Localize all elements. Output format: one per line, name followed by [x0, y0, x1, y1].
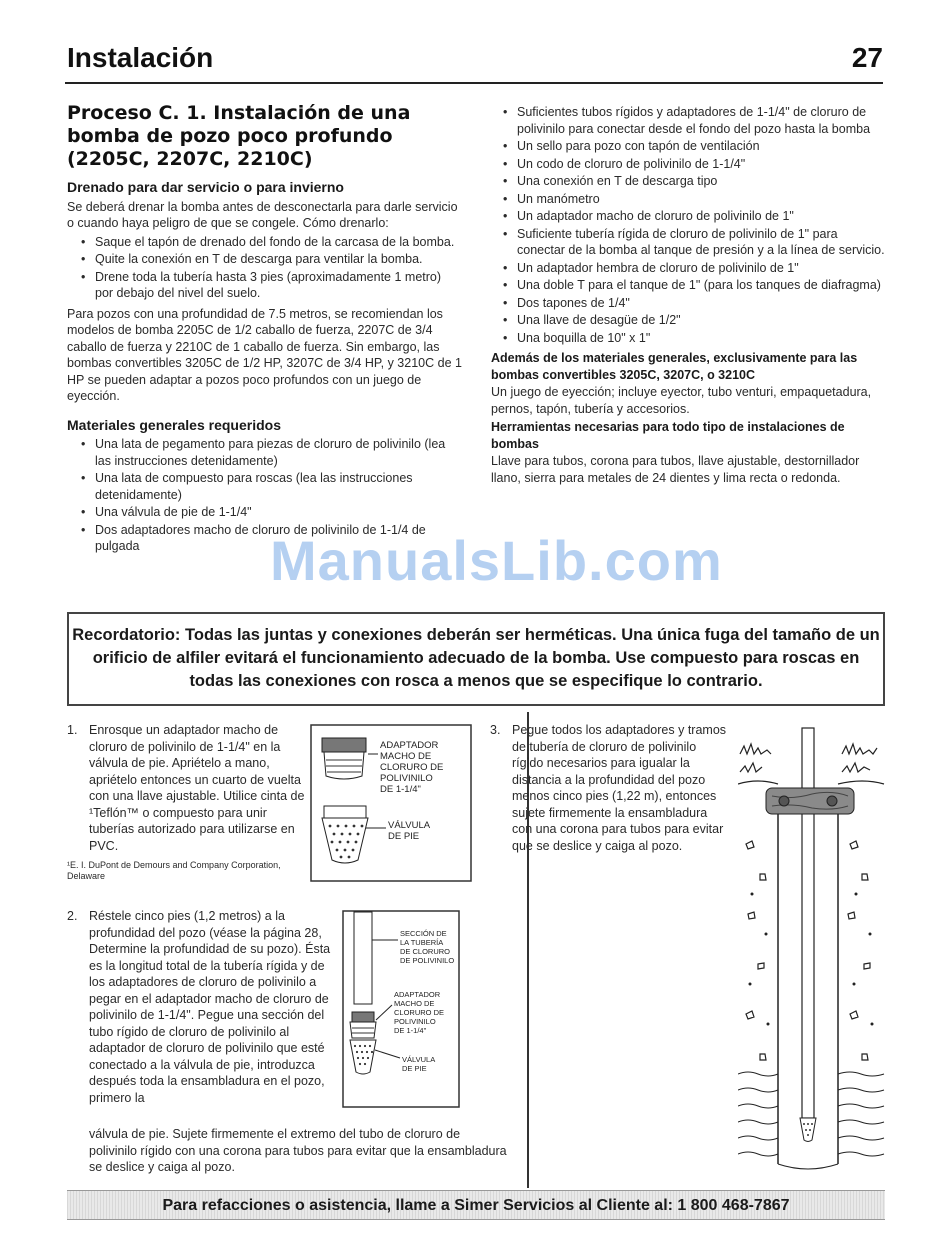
step-3	[490, 722, 730, 856]
right-column	[491, 102, 886, 488]
foot-valve-in-well	[800, 1118, 816, 1142]
list-item: • Un manómetro	[491, 191, 886, 208]
list-item: • Dos adaptadores macho de cloruro de polivinilo de 1-1/4 de pulgada	[67, 522, 462, 555]
pipe-assembly-figure	[342, 910, 462, 1110]
pvc-pipe-drawing	[354, 912, 372, 1004]
materials-heading: Materiales generales requeridos	[67, 416, 281, 433]
left-column	[67, 102, 462, 559]
adapter-label: ADAPTADOR MACHO DE CLORURO DE POLIVINILO DE 1-1/4"	[380, 740, 444, 795]
page-header	[65, 42, 883, 84]
convertible-text: Un juego de eyección; incluye eyector, tubo venturi, empaquetadura, pernos, tapón, tubería y accesorios.	[491, 385, 872, 416]
list-item: • Un adaptador hembra de cloruro de polivinilo de 1"	[491, 260, 886, 277]
drain-heading: Drenado para dar servicio o para invierno	[67, 179, 344, 195]
tools-text: Llave para tubos, corona para tubos, llave ajustable, destornillador llano, sierra para metales de 24 dientes y lima recta o redonda.	[491, 454, 860, 485]
step-number: 3.	[490, 723, 501, 737]
watermark: ManualsLib.com	[270, 529, 723, 592]
adapter-foot-valve-figure	[310, 724, 510, 884]
page-title: Instalación	[67, 42, 214, 73]
list-item: • Una conexión en T de descarga tipo	[491, 173, 886, 190]
foot-valve-label: VÁLVULA DE PIE	[402, 1055, 435, 1073]
list-item: • Saque el tapón de drenado del fondo de la carcasa de la bomba.	[67, 234, 462, 251]
foot-valve-label: VÁLVULA DE PIE	[388, 820, 430, 842]
step-1	[67, 722, 307, 884]
step-number: 1.	[67, 723, 78, 737]
step-text: Enrosque un adaptador macho de cloruro de polivinilo de 1-1/4" en la válvula de pie. Apriételo a mano, apriételo entonces un cuarto de vuelta con una llave ajustable. Utilice cinta de ¹Teflón™ o compuesto para unir tuberías autorizado para utilizarse en PVC.	[89, 723, 305, 853]
pipe-section-label: SECCIÓN DE LA TUBERÍA DE CLORURO DE POLIVINILO	[400, 929, 455, 965]
step-2	[67, 908, 342, 1108]
wells-paragraph: Para pozos con una profundidad de 7.5 metros, se recomiendan los modelos de bomba 2205C de 1/2 caballo de fuerza, 2207C de 3/4 caballo de fuerza y 2210C de 1 caballo de fuerza. Sin embargo, las bombas convertibles 3205C de 1/2 HP, 3207C de 3/4 HP, y 3210C de 1 HP se pueden adaptar a pozos poco profundos con un juego de eyección.	[67, 306, 462, 403]
list-item: • Una boquilla de 10" x 1"	[491, 330, 886, 347]
convertible-heading: Además de los materiales generales, exclusivamente para las bombas convertibles 3205C, 3207C, o 3210C	[491, 351, 858, 382]
list-item: • Un sello para pozo con tapón de ventilación	[491, 138, 886, 155]
drain-list	[67, 234, 462, 302]
list-item: • Una llave de desagüe de 1/2"	[491, 312, 886, 329]
materials-list-continued	[491, 104, 886, 346]
step-number: 2.	[67, 909, 78, 923]
step-text: Pegue todos los adaptadores y tramos de tubería de cloruro de polivinilo rígido necesarios para igualar la distancia a la profundidad del pozo menos cinco pies (1,22 m), entonces sujete firmemente la ensambladura con una corona para tubos para evitar que se deslice y caiga al pozo.	[512, 723, 727, 853]
reminder-box: Recordatorio: Todas las juntas y conexiones deberán ser herméticas. Una única fuga del tamaño de un orificio de alfiler evitará el funcionamiento adecuado de la bomba. Use compuesto para roscas en todas las conexiones con rosca a menos que se especifique lo contrario.	[67, 612, 885, 706]
list-item: • Dos tapones de 1/4"	[491, 295, 886, 312]
footnote: ¹E. I. DuPont de Demours and Company Corporation, Delaware	[67, 860, 281, 881]
process-title: Proceso C. 1. Instalación de una bomba de pozo poco profundo (2205C, 2207C, 2210C)	[67, 102, 411, 170]
list-item: • Suficiente tubería rígida de cloruro de polivinilo de 1" para conectar de la bomba al tanque de presión y a la línea de servicio.	[491, 226, 886, 259]
footer-contact-bar: Para refacciones o asistencia, llame a Simer Servicios al Cliente al: 1 800 468-7867	[67, 1190, 885, 1220]
page-number: 27	[851, 42, 883, 73]
list-item: • Suficientes tubos rígidos y adaptadores de 1-1/4" de cloruro de polivinilo para conectar desde el fondo del pozo hasta la bomba	[491, 104, 886, 137]
adapter-drawing	[322, 738, 366, 779]
list-item: • Una válvula de pie de 1-1/4"	[67, 504, 462, 521]
pipe-clamp-drawing	[766, 788, 854, 814]
list-item: • Un adaptador macho de cloruro de polivinilo de 1"	[491, 208, 886, 225]
list-item: • Un codo de cloruro de polivinilo de 1-1/4"	[491, 156, 886, 173]
list-item: • Drene toda la tubería hasta 3 pies (aproximadamente 1 metro) por debajo del nivel del suelo.	[67, 269, 462, 302]
foot-valve-drawing	[322, 806, 368, 863]
list-item: • Quite la conexión en T de descarga para ventilar la bomba.	[67, 251, 462, 268]
well-cross-section-figure	[738, 724, 885, 1182]
step-text: Réstele cinco pies (1,2 metros) a la profundidad del pozo (véase la página 28, Determine la profundidad de su pozo). Ésta es la longitud total de la tubería rígida y de los adaptadores de cloruro de polivinilo a pegar en el adaptador macho de cloruro de polivinilo de 1-1/4". Pegue una sección del tubo rígido de cloruro de polivinilo al adaptador de cloruro de polivinilo que esté conectado a la válvula de pie, introduzca después toda la ensambladura en el pozo, primero la	[89, 909, 331, 1105]
pipe-in-well	[802, 728, 814, 1118]
step-text: válvula de pie. Sujete firmemente el extremo del tubo de cloruro de polivinilo rígido con una corona para tubos para evitar que la ensambladura se deslice y caiga al pozo.	[89, 1127, 507, 1174]
step-2-continued	[89, 1126, 509, 1178]
list-item: • Una lata de pegamento para piezas de cloruro de polivinilo (lea las instrucciones detenidamente)	[67, 436, 462, 469]
list-item: • Una lata de compuesto para roscas (lea las instrucciones detenidamente)	[67, 470, 462, 503]
list-item: • Una doble T para el tanque de 1" (para los tanques de diafragma)	[491, 277, 886, 294]
drain-intro: Se deberá drenar la bomba antes de desconectarla para darle servicio o cuando haya peligro de que se congele. Cómo drenarlo:	[67, 199, 458, 230]
tools-heading: Herramientas necesarias para todo tipo de instalaciones de bombas	[491, 420, 845, 451]
adapter-label: ADAPTADOR MACHO DE CLORURO DE POLIVINILO DE 1-1/4"	[394, 990, 445, 1035]
